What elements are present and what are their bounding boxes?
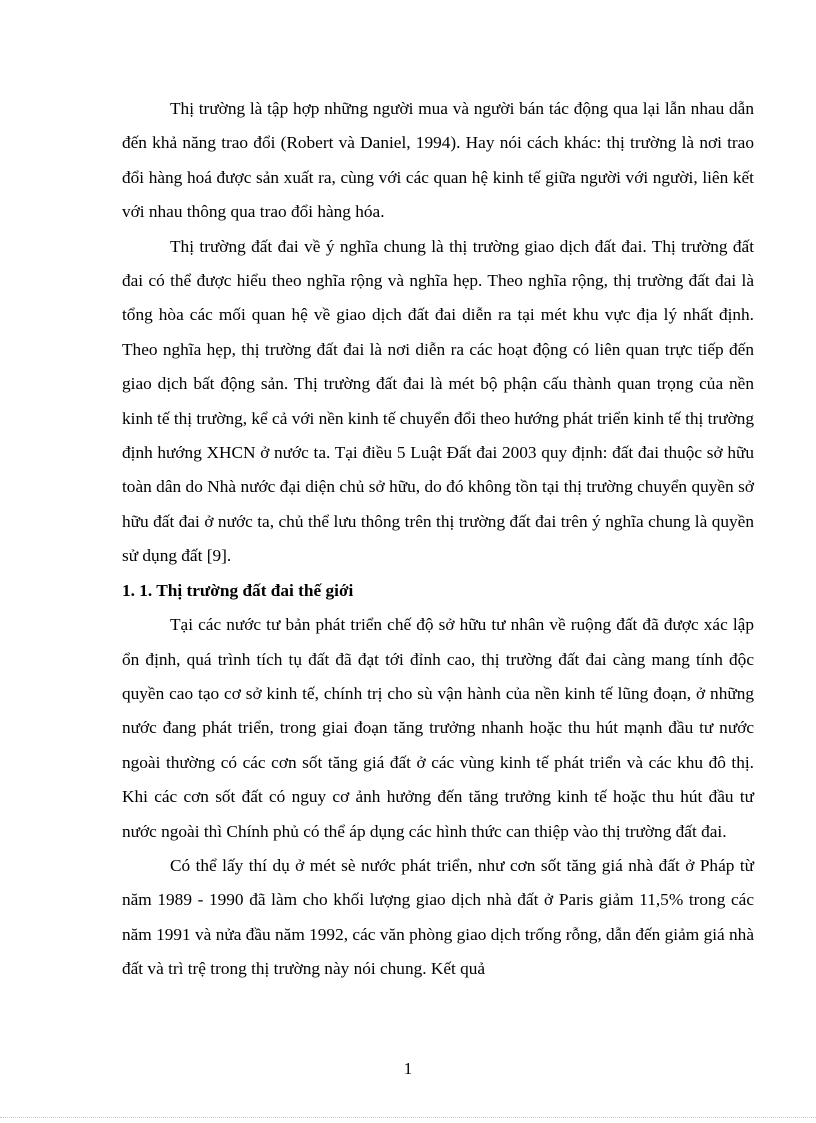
paragraph-market-definition: Thị trường là tập hợp những người mua và người bán tác động qua lại lẫn nhau dẫn đến khả năng trao đổi (Robert và Daniel, 1994). Hay nói cách khác: thị trường là nơi trao đổi hàng hoá được sản xuất ra, cùng với các quan hệ kinh tế giữa người với người, liên kết với nhau thông qua trao đổi hàng hóa. bbox=[122, 99, 754, 222]
paragraph-capitalist-countries: Tại các nước tư bản phát triển chế độ sở hữu tư nhân về ruộng đất đã được xác lập ổn định, quá trình tích tụ đất đã đạt tới đỉnh cao, thị trường đất đai càng mang tính độc quyền cao tạo cơ sở kinh tế, chính trị cho sù vận hành của nền kinh tế lũng đoạn, ở những nước đang phát triển, trong giai đoạn tăng trưởng nhanh hoặc thu hút mạnh đầu tư nước ngoài thường có các cơn sốt tăng giá đất ở các vùng kinh tế phát triển và các khu đô thị. Khi các cơn sốt đất có nguy cơ ảnh hưởng đến tăng trưởng kinh tế hoặc thu hút đầu tư nước ngoài thì Chính phủ có thể áp dụng các hình thức can thiệp vào thị trường đất đai. bbox=[122, 615, 754, 841]
paragraph-france-example: Có thể lấy thí dụ ở mét sè nước phát triển, như cơn sốt tăng giá nhà đất ở Pháp từ năm 1989 - 1990 đã làm cho khối lượng giao dịch nhà đất ở Paris giảm 11,5% trong các năm 1991 và nửa đầu năm 1992, các văn phòng giao dịch trống rỗng, dẫn đến giảm giá nhà đất và trì trệ trong thị trường này nói chung. Kết quả bbox=[122, 855, 754, 979]
section-heading: 1. 1. Thị trường đất đai thế giới bbox=[122, 580, 354, 600]
page-number: 1 bbox=[403, 1059, 413, 1078]
paragraph-land-market-definition: Thị trường đất đai về ý nghĩa chung là thị trường giao dịch đất đai. Thị trường đất đai có thể được hiểu theo nghĩa rộng và nghĩa hẹp. Theo nghĩa rộng, thị trường đất đai là tổng hòa các mối quan hệ về giao dịch đất đai diễn ra tại mét khu vực địa lý nhất định. Theo nghĩa hẹp, thị trường đất đai là nơi diễn ra các hoạt động có liên quan trực tiếp đến giao dịch bất động sản. Thị trường đất đai là mét bộ phận cấu thành quan trọng của nền kinh tế thị trường, kể cả với nền kinh tế chuyển đổi theo hướng phát triển kinh tế thị trường định hướng XHCN ở nước ta. Tại điều 5 Luật Đất đai 2003 quy định: đất đai thuộc sở hữu toàn dân do Nhà nước đại diện chủ sở hữu, do đó không tồn tại thị trường chuyển quyền sở hữu đất đai ở nước ta, chủ thể lưu thông trên thị trường đất đai trên ý nghĩa chung là quyền sử dụng đất [9]. bbox=[122, 236, 754, 566]
page-bottom-divider bbox=[0, 1117, 816, 1118]
page-body bbox=[122, 92, 754, 987]
